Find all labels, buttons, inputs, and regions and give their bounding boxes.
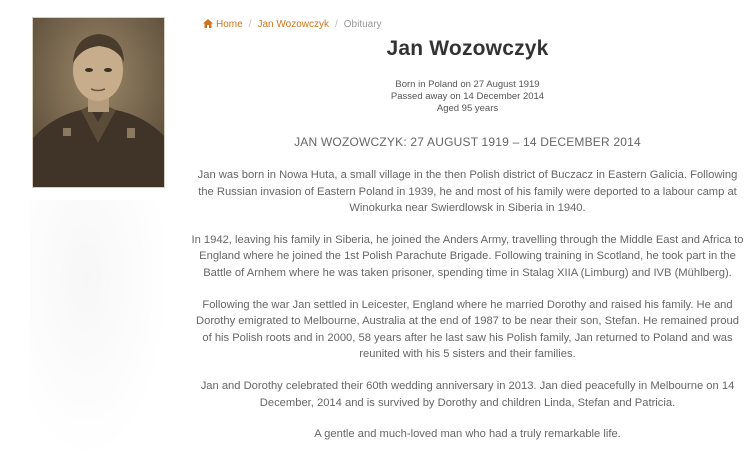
- breadcrumb-current: Obituary: [343, 19, 382, 30]
- obituary-paragraph: In 1942, leaving his family in Siberia, he joined the Anders Army, travelling through the Middle East and Africa to England where he joined the 1st Polish Parachute Brigade. Following training in Scotland, he took part in the Battle of Arnhem where he was taken prisoner, spending time in Stalag XIIA (Limburg) and IVB (Mühlberg).: [191, 233, 744, 279]
- breadcrumb-person-link[interactable]: Jan Wozowczyk: [257, 19, 329, 30]
- portrait-image: [33, 18, 164, 187]
- birth-info: Born in Poland on 27 August 1919: [395, 79, 540, 90]
- death-info: Passed away on 14 December 2014: [390, 91, 545, 102]
- breadcrumb-separator: /: [248, 19, 252, 30]
- portrait-photo: [32, 17, 165, 188]
- closing-remark: A gentle and much-loved man who had a truly remarkable life.: [314, 428, 621, 441]
- vital-details: [190, 79, 745, 115]
- breadcrumb: [203, 19, 382, 30]
- obituary-content: [190, 34, 745, 442]
- obituary-paragraph: Following the war Jan settled in Leicester, England where he married Dorothy and raised his family. He and Dorothy emigrated to Melbourne, Australia at the end of 1987 to be near their son, Stefan. He remained proud of his Polish roots and in 2000, 58 years after he last saw his Polish family, Jan returned to Poland and was reunited with his 5 sisters and their families.: [196, 298, 739, 361]
- obituary-heading: JAN WOZOWCZYK: 27 AUGUST 1919 – 14 DECEMBER 2014: [294, 135, 641, 149]
- breadcrumb-home-link[interactable]: [203, 19, 243, 30]
- page-title: Jan Wozowczyk: [386, 37, 549, 60]
- obituary-paragraph: Jan and Dorothy celebrated their 60th wedding anniversary in 2013. Jan died peacefully in Melbourne on 14 December, 2014 and is survived by Dorothy and children Linda, Stefan and Patricia.: [200, 379, 735, 409]
- breadcrumb-separator: /: [334, 19, 338, 30]
- sidebar-background: [30, 200, 170, 460]
- breadcrumb-home-label: Home: [216, 19, 243, 30]
- age-info: Aged 95 years: [436, 103, 499, 114]
- home-icon: [203, 19, 213, 28]
- obituary-paragraph: Jan was born in Nowa Huta, a small village in the then Polish district of Buczacz in Eastern Galicia. Following the Russian invasion of Eastern Poland in 1939, he and most of his family were deported to a labour camp at Winokurka near Swierdlowsk in Siberia in 1940.: [197, 169, 738, 215]
